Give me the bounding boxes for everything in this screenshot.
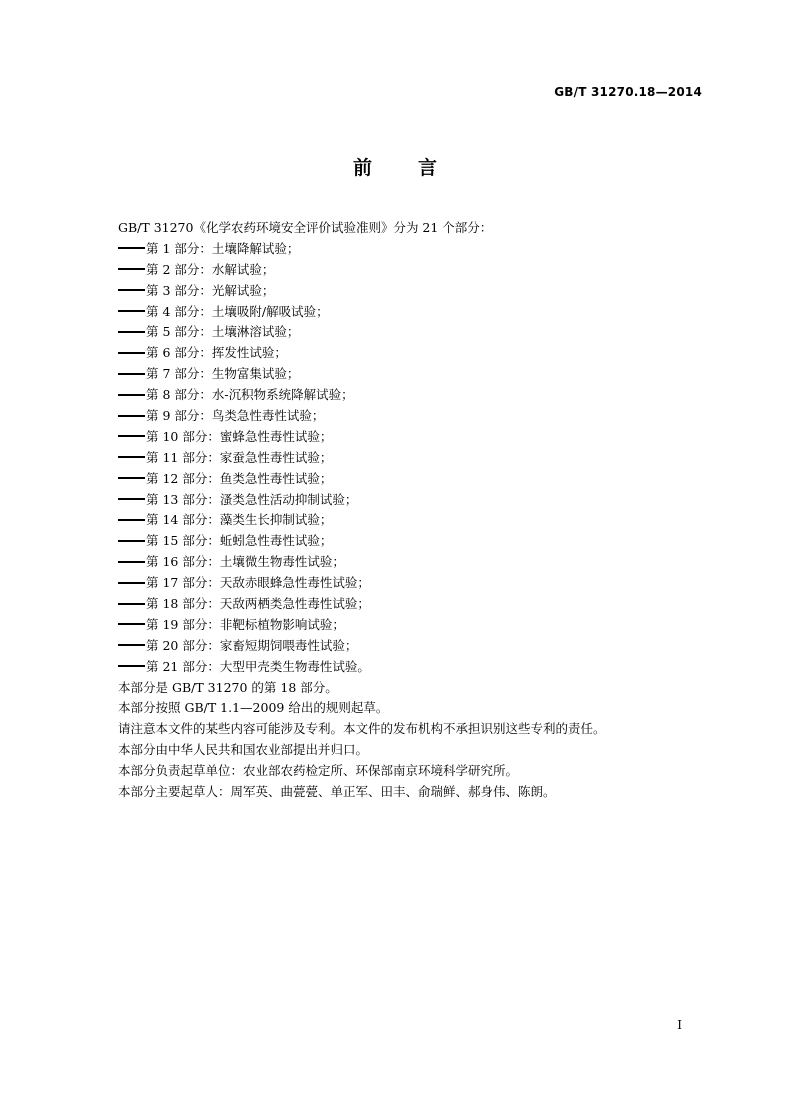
part-label: 第 3 部分：光解试验； bbox=[146, 282, 275, 298]
part-label: 第 10 部分：蜜蜂急性毒性试验； bbox=[146, 428, 333, 444]
list-item bbox=[118, 343, 718, 364]
em-dash-icon bbox=[118, 477, 145, 479]
title-char-1: 前 bbox=[352, 157, 374, 179]
list-item bbox=[118, 636, 718, 657]
list-item bbox=[118, 427, 718, 448]
paragraph-drafting-rules: 本部分按照 GB/T 1.1—2009 给出的规则起草。 bbox=[118, 700, 389, 716]
title-char-2: 言 bbox=[418, 157, 440, 179]
em-dash-icon bbox=[118, 268, 145, 270]
part-label: 第 4 部分：土壤吸附/解吸试验； bbox=[146, 303, 329, 319]
list-item bbox=[118, 281, 718, 302]
em-dash-icon bbox=[118, 603, 145, 605]
list-item bbox=[118, 406, 718, 427]
em-dash-icon bbox=[118, 331, 145, 333]
em-dash-icon bbox=[118, 561, 145, 563]
list-item bbox=[118, 552, 718, 573]
paragraph-drafting-units: 本部分负责起草单位：农业部农药检定所、环保部南京环境科学研究所。 bbox=[118, 763, 519, 779]
list-item bbox=[118, 573, 718, 594]
part-label: 第 14 部分：藻类生长抑制试验； bbox=[146, 512, 333, 528]
em-dash-icon bbox=[118, 519, 145, 521]
part-label: 第 6 部分：挥发性试验； bbox=[146, 345, 287, 361]
list-item bbox=[118, 657, 718, 678]
list-item bbox=[118, 302, 718, 323]
part-label: 第 18 部分：天敌两栖类急性毒性试验； bbox=[146, 596, 370, 612]
part-label: 第 19 部分：非靶标植物影响试验； bbox=[146, 616, 345, 632]
em-dash-icon bbox=[118, 394, 145, 396]
part-label: 第 9 部分：鸟类急性毒性试验； bbox=[146, 408, 325, 424]
page-number: I bbox=[677, 1018, 682, 1032]
page-title bbox=[0, 153, 792, 180]
part-label: 第 12 部分：鱼类急性毒性试验； bbox=[146, 470, 333, 486]
part-label: 第 8 部分：水-沉积物系统降解试验； bbox=[146, 387, 354, 403]
paragraph-patent-notice: 请注意本文件的某些内容可能涉及专利。本文件的发布机构不承担识别这些专利的责任。 bbox=[118, 721, 606, 737]
list-item bbox=[118, 364, 718, 385]
paragraph-drafters: 本部分主要起草人：周军英、曲甍甍、单正军、田丰、俞瑞鲜、郝身伟、陈朗。 bbox=[118, 784, 556, 800]
em-dash-icon bbox=[118, 435, 145, 437]
paragraph-proposer: 本部分由中华人民共和国农业部提出并归口。 bbox=[118, 742, 369, 758]
list-item bbox=[118, 490, 718, 511]
list-item bbox=[118, 469, 718, 490]
list-item bbox=[118, 531, 718, 552]
em-dash-icon bbox=[118, 247, 145, 249]
em-dash-icon bbox=[118, 456, 145, 458]
em-dash-icon bbox=[118, 289, 145, 291]
em-dash-icon bbox=[118, 623, 145, 625]
part-label: 第 16 部分：土壤微生物毒性试验； bbox=[146, 554, 345, 570]
em-dash-icon bbox=[118, 644, 145, 646]
list-item bbox=[118, 448, 718, 469]
list-item bbox=[118, 260, 718, 281]
foreword-body bbox=[118, 218, 718, 803]
list-item bbox=[118, 615, 718, 636]
part-label: 第 15 部分：蚯蚓急性毒性试验； bbox=[146, 533, 333, 549]
part-label: 第 5 部分：土壤淋溶试验； bbox=[146, 324, 300, 340]
paragraph-part-number: 本部分是 GB/T 31270 的第 18 部分。 bbox=[118, 679, 338, 695]
part-label: 第 13 部分：溞类急性活动抑制试验； bbox=[146, 491, 358, 507]
list-item bbox=[118, 385, 718, 406]
em-dash-icon bbox=[118, 540, 145, 542]
list-item bbox=[118, 322, 718, 343]
list-item bbox=[118, 510, 718, 531]
em-dash-icon bbox=[118, 415, 145, 417]
part-label: 第 7 部分：生物富集试验； bbox=[146, 366, 300, 382]
intro-line: GB/T 31270《化学农药环境安全评价试验准则》分为 21 个部分： bbox=[118, 220, 493, 235]
standard-code: GB/T 31270.18—2014 bbox=[554, 85, 702, 99]
em-dash-icon bbox=[118, 373, 145, 375]
list-item bbox=[118, 239, 718, 260]
em-dash-icon bbox=[118, 498, 145, 500]
em-dash-icon bbox=[118, 352, 145, 354]
list-item bbox=[118, 594, 718, 615]
part-label: 第 20 部分：家畜短期饲喂毒性试验； bbox=[146, 637, 358, 653]
em-dash-icon bbox=[118, 582, 145, 584]
part-label: 第 11 部分：家蚕急性毒性试验； bbox=[146, 449, 333, 465]
em-dash-icon bbox=[118, 310, 145, 312]
part-label: 第 2 部分：水解试验； bbox=[146, 261, 275, 277]
part-label: 第 1 部分：土壤降解试验； bbox=[146, 240, 300, 256]
em-dash-icon bbox=[118, 665, 145, 667]
part-label: 第 21 部分：大型甲壳类生物毒性试验。 bbox=[146, 658, 370, 674]
part-label: 第 17 部分：天敌赤眼蜂急性毒性试验； bbox=[146, 575, 370, 591]
